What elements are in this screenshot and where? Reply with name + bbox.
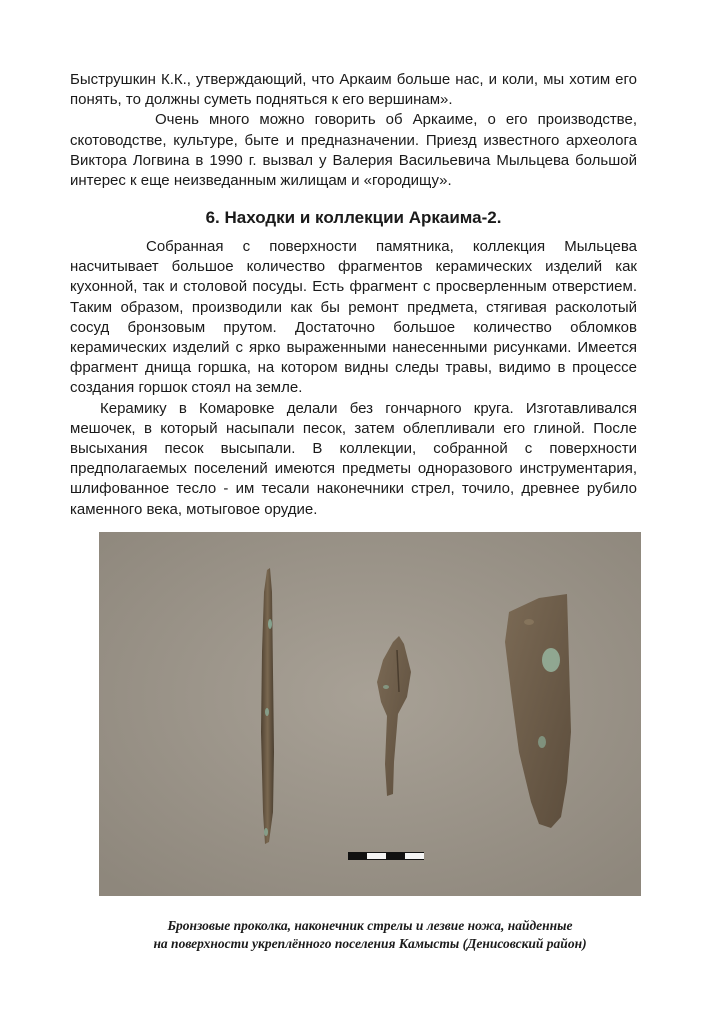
caption-line-2: на поверхности укреплённого поселения Камысты (Денисовский район)	[153, 936, 587, 951]
paragraph-ceramics: Керамику в Комаровке делали без гончарного круга. Изготавливался мешочек, в который насыпали песок, затем облепливали его глиной. После высыхания песок высыпали. В коллекции, собранной с поверхности предполагаемых поселений имеются предметы одноразового инструментария, шлифованное тесло - им тесали наконечники стрел, точило, древнее рубило каменного века, мотыговое орудие.	[70, 399, 637, 518]
scale-bar	[348, 852, 424, 860]
section-heading: 6. Находки и коллекции Аркаима-2.	[205, 208, 502, 227]
paragraph-quote-end: Быструшкин К.К., утверждающий, что Аркаим больше нас, и коли, мы хотим его понять, то должны суметь подняться к его вершинам».	[70, 71, 637, 109]
artifacts-photo	[99, 532, 641, 896]
section-text	[70, 237, 637, 520]
paragraph-collection: Собранная с поверхности памятника, коллекция Мыльцева насчитывает большое количество фрагментов керамических изделий как кухонной, так и столовой посуды. Есть фрагмент с просверленным отверстием. Таким образом, производили как бы ремонт предмета, стягивая расколотый сосуд бронзовым прутом. Достаточно большое количество обломков керамических изделий с ярко выраженными нанесенными рисунками. Имеется фрагмент днища горшка, на котором видны следы травы, видимо в процессе создания горшок стоял на земле.	[70, 238, 637, 397]
intro-text	[70, 70, 637, 191]
paragraph-arkaim-discussion: Очень много можно говорить об Аркаиме, о его производстве, скотоводстве, культуре, быте и предназначении. Приезд известного археолога Виктора Логвина в 1990 г. вызвал у Валерия Васильевича Мыльцева большой интерес к еще неизведанным жилищам и «городищу».	[70, 111, 637, 190]
artifacts-illustration	[99, 532, 641, 896]
figure-caption	[99, 917, 641, 953]
caption-line-1: Бронзовые проколка, наконечник стрелы и лезвие ножа, найденные	[167, 918, 573, 933]
